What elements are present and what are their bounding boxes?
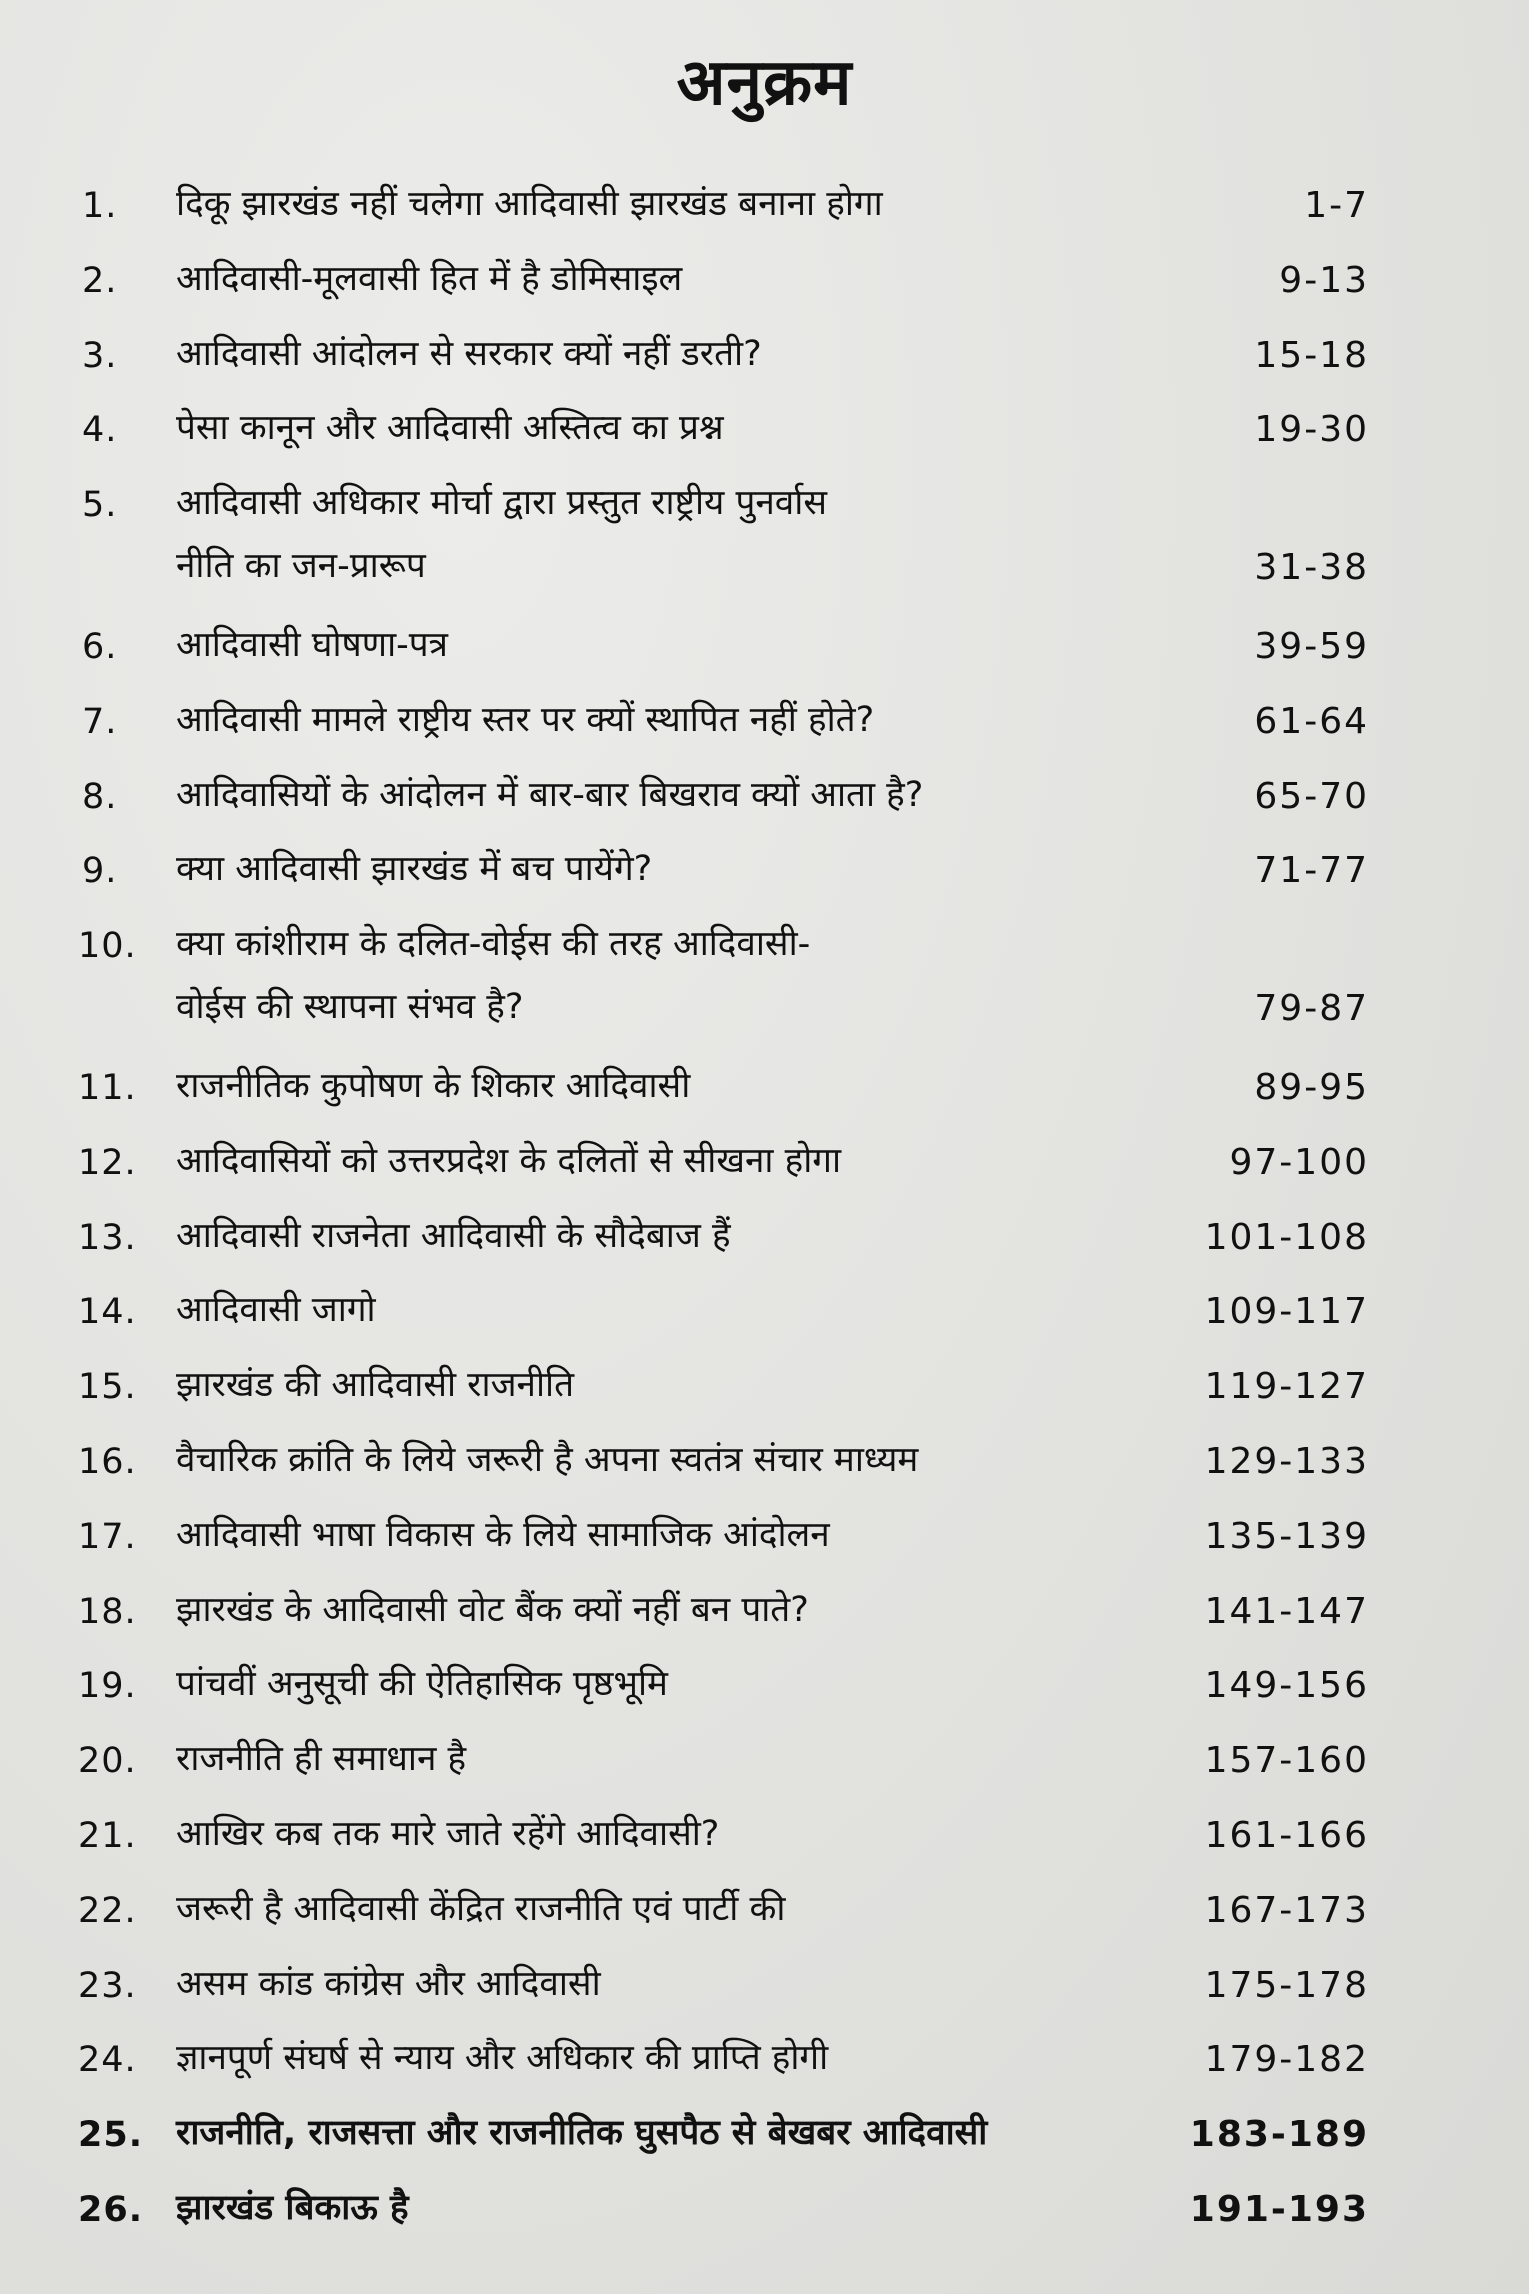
toc-entry-title: जरूरी है आदिवासी केंद्रित राजनीति एवं पार्टी की xyxy=(176,1888,786,1929)
toc-entry-number: 15. xyxy=(78,1367,137,1408)
toc-entry-pages: 101-108 xyxy=(1204,1216,1369,1258)
toc-entry-line xyxy=(0,1050,1529,1125)
toc-entry-number: 12. xyxy=(78,1142,137,1183)
toc-entry-number: 17. xyxy=(78,1516,137,1557)
toc-entry-pages: 79-87 xyxy=(1254,987,1369,1029)
toc-entry-line xyxy=(0,168,1529,243)
toc-entry-pages: 141-147 xyxy=(1204,1590,1369,1632)
toc-entry xyxy=(0,1200,1529,1275)
toc-entry-line xyxy=(0,2022,1529,2097)
toc-entry-line xyxy=(0,392,1529,467)
toc-entry-number: 21. xyxy=(78,1815,137,1856)
toc-entry-number: 8. xyxy=(82,776,118,817)
toc-entry-line xyxy=(0,684,1529,759)
toc-entry-number: 6. xyxy=(82,626,118,667)
toc-entry xyxy=(0,1723,1529,1798)
toc-entry-number: 14. xyxy=(78,1292,137,1333)
toc-entry-line xyxy=(0,1798,1529,1873)
toc-entry-number: 9. xyxy=(82,851,118,892)
toc-entry-number: 19. xyxy=(78,1666,137,1707)
toc-entry-number: 20. xyxy=(78,1741,137,1782)
toc-entry-title: क्या कांशीराम के दलित-वोईस की तरह आदिवासी- xyxy=(176,924,811,965)
toc-entry-line xyxy=(0,1200,1529,1275)
toc-entry-title: आदिवासी राजनेता आदिवासी के सौदेबाज हैं xyxy=(176,1215,731,1256)
toc-entry-pages: 191-193 xyxy=(1189,2188,1369,2230)
toc-entry-number: 16. xyxy=(78,1441,137,1482)
toc-entry-title: आदिवासी घोषणा-पत्र xyxy=(176,624,448,665)
toc-entry-title: आखिर कब तक मारे जाते रहेंगे आदिवासी? xyxy=(176,1813,720,1854)
toc-entry-line xyxy=(0,2172,1529,2247)
toc-entry-continuation-line xyxy=(0,983,1529,1050)
toc-entry-title: क्या आदिवासी झारखंड में बच पायेंगे? xyxy=(176,849,653,890)
toc-entry xyxy=(0,1873,1529,1948)
toc-entry-pages: 89-95 xyxy=(1254,1066,1369,1108)
toc-entry xyxy=(0,1125,1529,1200)
toc-entry-number: 13. xyxy=(78,1217,137,1258)
toc-entry-title: वोईस की स्थापना संभव है? xyxy=(176,986,524,1027)
toc-entry-number: 18. xyxy=(78,1591,137,1632)
toc-entry xyxy=(0,1798,1529,1873)
toc-entry-title: राजनीति ही समाधान है xyxy=(176,1739,467,1780)
table-of-contents xyxy=(0,168,1529,2247)
toc-entry-number: 24. xyxy=(78,2040,137,2081)
toc-entry-title: वैचारिक क्रांति के लिये जरूरी है अपना स्वतंत्र संचार माध्यम xyxy=(176,1439,919,1480)
toc-entry-number: 3. xyxy=(82,335,118,376)
toc-entry-line xyxy=(0,1723,1529,1798)
toc-entry-pages: 65-70 xyxy=(1254,775,1369,817)
toc-entry-title: ज्ञानपूर्ण संघर्ष से न्याय और अधिकार की प्राप्ति होगी xyxy=(176,2038,829,2079)
toc-entry-line xyxy=(0,609,1529,684)
page-title: अनुक्रम xyxy=(676,46,853,120)
toc-entry-number: 2. xyxy=(82,260,118,301)
toc-entry-title: आदिवासी मामले राष्ट्रीय स्तर पर क्यों स्थापित नहीं होते? xyxy=(176,699,875,740)
toc-entry-line xyxy=(0,1424,1529,1499)
toc-entry-title: पेसा कानून और आदिवासी अस्तित्व का प्रश्न xyxy=(176,408,724,449)
toc-entry-pages: 97-100 xyxy=(1229,1141,1369,1183)
toc-entry xyxy=(0,318,1529,393)
toc-entry-title: झारखंड की आदिवासी राजनीति xyxy=(176,1365,575,1406)
toc-entry-line xyxy=(0,1948,1529,2023)
toc-entry-line xyxy=(0,759,1529,834)
toc-entry xyxy=(0,243,1529,318)
toc-entry-number: 4. xyxy=(82,410,118,451)
toc-entry-pages: 19-30 xyxy=(1254,409,1369,451)
toc-entry-pages: 129-133 xyxy=(1204,1440,1369,1482)
toc-entry xyxy=(0,1574,1529,1649)
toc-entry-line xyxy=(0,1648,1529,1723)
toc-entry-line xyxy=(0,833,1529,908)
toc-entry-pages: 119-127 xyxy=(1204,1366,1369,1408)
toc-entry-pages: 175-178 xyxy=(1204,1964,1369,2006)
toc-entry-number: 1. xyxy=(82,186,118,226)
toc-entry-pages: 135-139 xyxy=(1204,1515,1369,1557)
toc-entry xyxy=(0,609,1529,684)
toc-entry-number: 26. xyxy=(78,2189,144,2230)
toc-entry-title: राजनीतिक कुपोषण के शिकार आदिवासी xyxy=(176,1065,691,1106)
toc-entry-title: नीति का जन-प्रारूप xyxy=(176,545,426,586)
toc-entry xyxy=(0,1948,1529,2023)
toc-entry xyxy=(0,2097,1529,2172)
toc-entry-line xyxy=(0,1574,1529,1649)
toc-entry-line xyxy=(0,318,1529,393)
toc-entry-number: 23. xyxy=(78,1965,137,2006)
toc-entry xyxy=(0,1349,1529,1424)
toc-entry xyxy=(0,2022,1529,2097)
toc-entry-line xyxy=(0,1873,1529,1948)
toc-entry-pages: 1-7 xyxy=(1304,185,1369,226)
toc-entry xyxy=(0,1274,1529,1349)
toc-entry-pages: 183-189 xyxy=(1189,2114,1369,2156)
toc-entry-pages: 167-173 xyxy=(1204,1889,1369,1931)
toc-entry-title: आदिवासी आंदोलन से सरकार क्यों नहीं डरती? xyxy=(176,333,762,374)
toc-entry-pages: 109-117 xyxy=(1204,1291,1369,1333)
toc-entry xyxy=(0,467,1529,609)
toc-entry-number: 5. xyxy=(82,485,118,526)
toc-entry-pages: 61-64 xyxy=(1254,700,1369,742)
toc-entry xyxy=(0,2172,1529,2247)
toc-entry-number: 11. xyxy=(78,1067,137,1108)
toc-entry-pages: 15-18 xyxy=(1254,334,1369,376)
toc-entry xyxy=(0,908,1529,1050)
toc-entry xyxy=(0,392,1529,467)
toc-entry-number: 25. xyxy=(78,2115,144,2156)
toc-entry-title: आदिवासियों को उत्तरप्रदेश के दलितों से सीखना होगा xyxy=(176,1140,842,1181)
toc-entry xyxy=(0,833,1529,908)
toc-entry-continuation-line xyxy=(0,542,1529,609)
toc-entry xyxy=(0,684,1529,759)
toc-entry-title: झारखंड के आदिवासी वोट बैंक क्यों नहीं बन पाते? xyxy=(176,1589,809,1630)
toc-entry-title: आदिवासी जागो xyxy=(176,1290,376,1331)
toc-entry-number: 7. xyxy=(82,701,118,742)
toc-entry-line xyxy=(0,2097,1529,2172)
toc-entry-title: असम कांड कांग्रेस और आदिवासी xyxy=(176,1963,601,2004)
toc-entry-title: आदिवासी भाषा विकास के लिये सामाजिक आंदोलन xyxy=(176,1514,830,1555)
toc-entry-title: राजनीति, राजसत्ता और राजनीतिक घुसपैठ से बेखबर आदिवासी xyxy=(176,2113,988,2154)
toc-entry-line xyxy=(0,1125,1529,1200)
toc-entry-line xyxy=(0,243,1529,318)
toc-entry-pages: 149-156 xyxy=(1204,1665,1369,1707)
toc-entry-pages: 157-160 xyxy=(1204,1740,1369,1782)
toc-entry xyxy=(0,759,1529,834)
toc-entry xyxy=(0,1499,1529,1574)
toc-entry-title: पांचवीं अनुसूची की ऐतिहासिक पृष्ठभूमि xyxy=(176,1664,668,1705)
toc-entry-title: आदिवासी अधिकार मोर्चा द्वारा प्रस्तुत राष्ट्रीय पुनर्वास xyxy=(176,483,827,524)
toc-entry-number: 10. xyxy=(78,926,137,967)
toc-entry xyxy=(0,168,1529,243)
toc-entry xyxy=(0,1050,1529,1125)
toc-entry xyxy=(0,1648,1529,1723)
toc-entry-line xyxy=(0,908,1529,983)
toc-entry-pages: 9-13 xyxy=(1279,259,1369,301)
toc-entry-title: आदिवासियों के आंदोलन में बार-बार बिखराव क्यों आता है? xyxy=(176,774,924,815)
toc-entry xyxy=(0,1424,1529,1499)
toc-entry-number: 22. xyxy=(78,1890,137,1931)
toc-entry-line xyxy=(0,467,1529,542)
toc-entry-pages: 39-59 xyxy=(1254,625,1369,667)
toc-entry-pages: 71-77 xyxy=(1254,850,1369,892)
toc-entry-pages: 179-182 xyxy=(1204,2039,1369,2081)
toc-entry-line xyxy=(0,1274,1529,1349)
toc-entry-line xyxy=(0,1349,1529,1424)
toc-entry-title: दिकू झारखंड नहीं चलेगा आदिवासी झारखंड बनाना होगा xyxy=(176,184,883,224)
toc-entry-title: झारखंड बिकाऊ है xyxy=(176,2187,409,2228)
toc-entry-line xyxy=(0,1499,1529,1574)
toc-entry-pages: 31-38 xyxy=(1254,546,1369,588)
toc-entry-pages: 161-166 xyxy=(1204,1814,1369,1856)
toc-entry-title: आदिवासी-मूलवासी हित में है डोमिसाइल xyxy=(176,258,683,299)
